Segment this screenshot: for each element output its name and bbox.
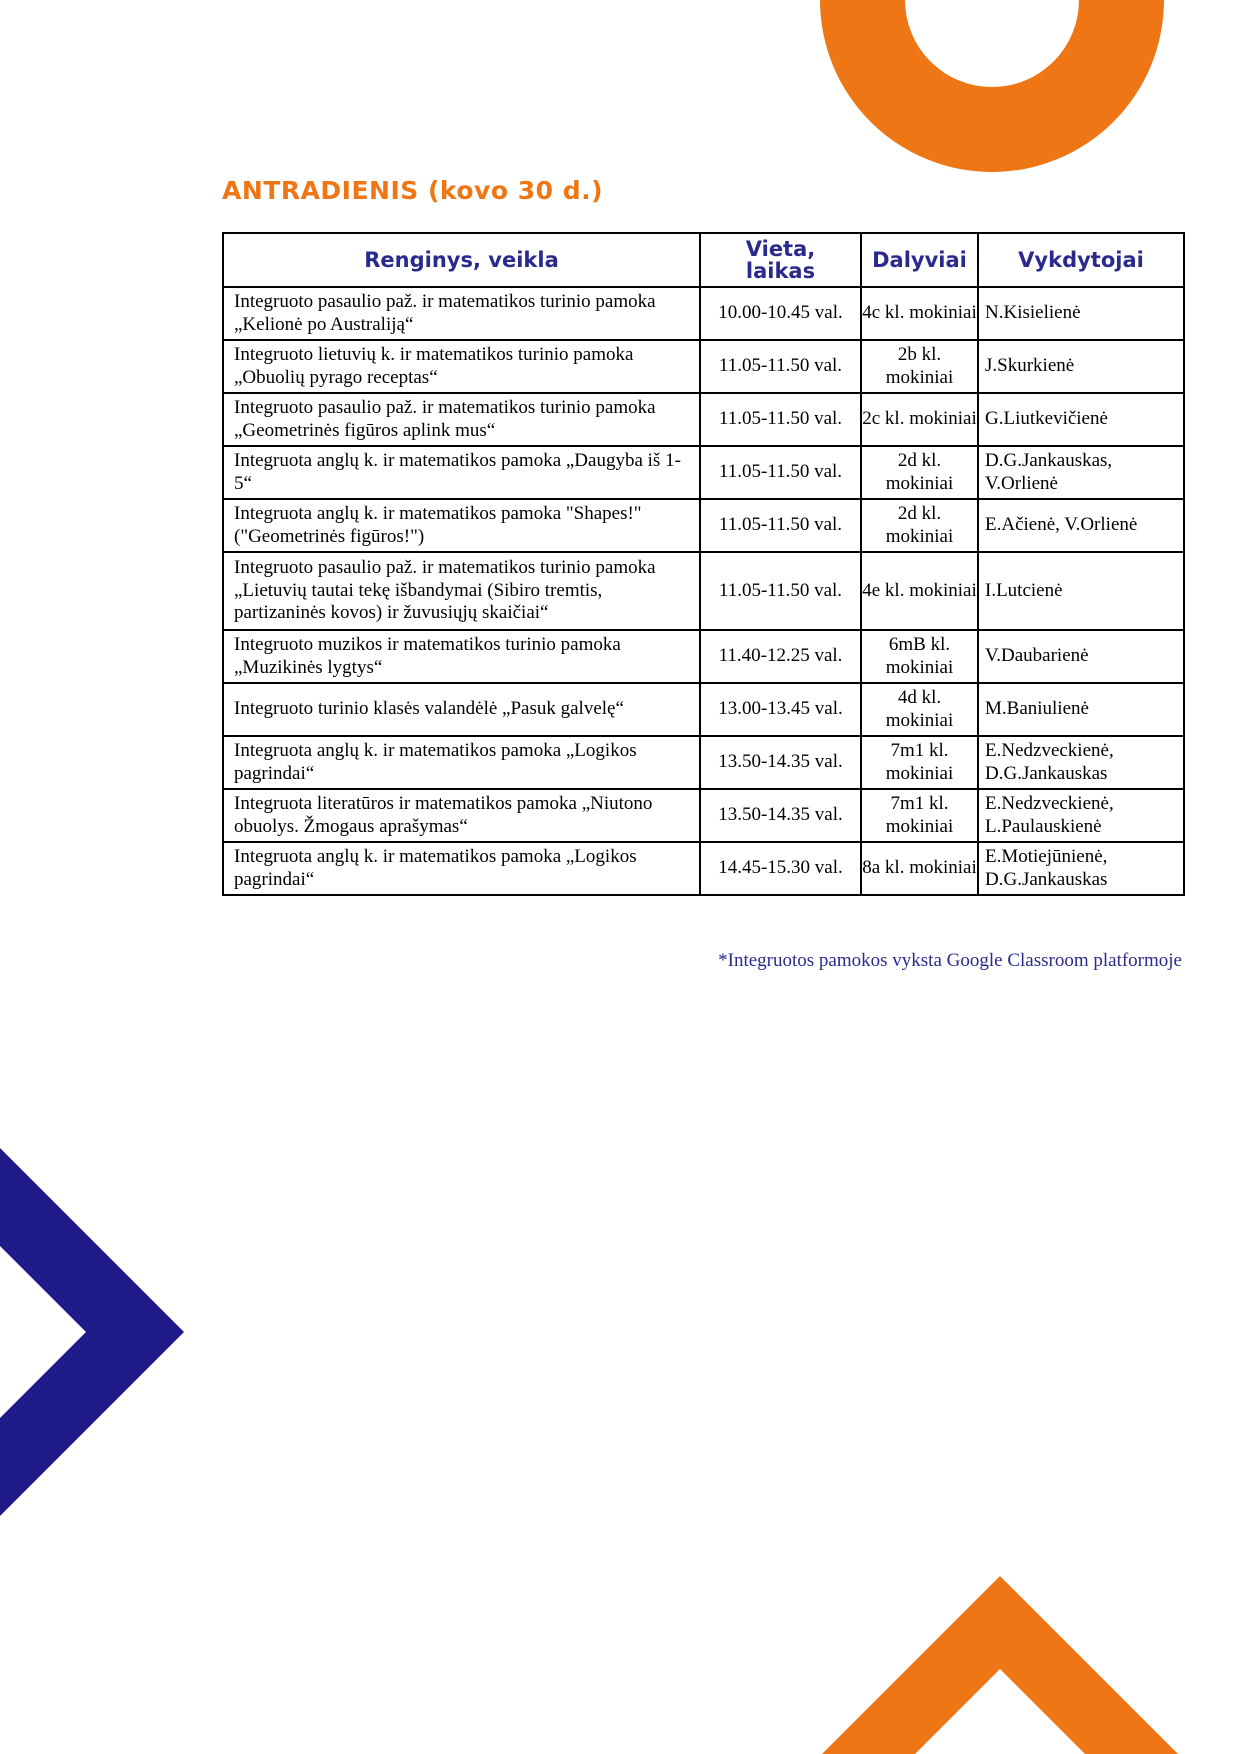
participants-cell: 7m1 kl. mokiniai: [861, 736, 978, 789]
time-cell: 13.50-14.35 val.: [700, 789, 861, 842]
time-cell: 11.05-11.50 val.: [700, 552, 861, 630]
header-leaders: Vykdytojai: [978, 233, 1184, 287]
table-row: [223, 842, 1184, 895]
leaders-cell: G.Liutkevičienė: [978, 393, 1184, 446]
event-cell: Integruota literatūros ir matematikos pamoka „Niutono obuolys. Žmogaus aprašymas“: [223, 789, 700, 842]
leaders-cell: J.Skurkienė: [978, 340, 1184, 393]
orange-ring-shape: [820, 0, 1164, 172]
time-cell: 11.05-11.50 val.: [700, 499, 861, 552]
time-cell: 13.00-13.45 val.: [700, 683, 861, 736]
leaders-cell: M.Baniulienė: [978, 683, 1184, 736]
event-cell: Integruoto muzikos ir matematikos turinio pamoka „Muzikinės lygtys“: [223, 630, 700, 683]
event-cell: Integruota anglų k. ir matematikos pamoka „Logikos pagrindai“: [223, 736, 700, 789]
table-row: [223, 630, 1184, 683]
time-cell: 13.50-14.35 val.: [700, 736, 861, 789]
table-row: [223, 393, 1184, 446]
participants-cell: 6mB kl. mokiniai: [861, 630, 978, 683]
footnote: *Integruotos pamokos vyksta Google Classroom platformoje: [718, 950, 1182, 971]
participants-cell: 2c kl. mokiniai: [861, 393, 978, 446]
table-row: [223, 683, 1184, 736]
participants-cell: 2b kl. mokiniai: [861, 340, 978, 393]
table-row: [223, 789, 1184, 842]
leaders-cell: E.Ačienė, V.Orlienė: [978, 499, 1184, 552]
table-header-row: [223, 233, 1184, 287]
event-cell: Integruota anglų k. ir matematikos pamoka "Shapes!" ("Geometrinės figūros!"): [223, 499, 700, 552]
event-cell: Integruota anglų k. ir matematikos pamoka „Logikos pagrindai“: [223, 842, 700, 895]
leaders-cell: N.Kisielienė: [978, 287, 1184, 340]
header-event: Renginys, veikla: [223, 233, 700, 287]
leaders-cell: E.Motiejūnienė, D.G.Jankauskas: [978, 842, 1184, 895]
event-cell: Integruoto pasaulio paž. ir matematikos turinio pamoka „Lietuvių tautai tekę išbandymai (Sibiro tremtis, partizaninės kovos) ir žuvusiųjų skaičiai“: [223, 552, 700, 630]
header-participants: Dalyviai: [861, 233, 978, 287]
event-cell: Integruoto pasaulio paž. ir matematikos turinio pamoka „Kelionė po Australiją“: [223, 287, 700, 340]
table-row: [223, 552, 1184, 630]
navy-chevron-shape: [0, 1148, 184, 1516]
leaders-cell: E.Nedzveckienė, D.G.Jankauskas: [978, 736, 1184, 789]
time-cell: 14.45-15.30 val.: [700, 842, 861, 895]
time-cell: 11.05-11.50 val.: [700, 340, 861, 393]
participants-cell: 2d kl. mokiniai: [861, 499, 978, 552]
leaders-cell: D.G.Jankauskas, V.Orlienė: [978, 446, 1184, 499]
participants-cell: 4e kl. mokiniai: [861, 552, 978, 630]
participants-cell: 2d kl. mokiniai: [861, 446, 978, 499]
participants-cell: 4c kl. mokiniai: [861, 287, 978, 340]
leaders-cell: V.Daubarienė: [978, 630, 1184, 683]
time-cell: 11.05-11.50 val.: [700, 446, 861, 499]
participants-cell: 8a kl. mokiniai: [861, 842, 978, 895]
table-row: [223, 736, 1184, 789]
event-cell: Integruota anglų k. ir matematikos pamoka „Daugyba iš 1-5“: [223, 446, 700, 499]
event-cell: Integruoto lietuvių k. ir matematikos turinio pamoka „Obuolių pyrago receptas“: [223, 340, 700, 393]
time-cell: 10.00-10.45 val.: [700, 287, 861, 340]
table-row: [223, 499, 1184, 552]
participants-cell: 7m1 kl. mokiniai: [861, 789, 978, 842]
leaders-cell: I.Lutcienė: [978, 552, 1184, 630]
page-title: ANTRADIENIS (kovo 30 d.): [222, 176, 604, 205]
event-cell: Integruoto pasaulio paž. ir matematikos turinio pamoka „Geometrinės figūros aplink mus“: [223, 393, 700, 446]
time-cell: 11.05-11.50 val.: [700, 393, 861, 446]
table-row: [223, 340, 1184, 393]
event-cell: Integruoto turinio klasės valandėlė „Pasuk galvelę“: [223, 683, 700, 736]
participants-cell: 4d kl. mokiniai: [861, 683, 978, 736]
time-cell: 11.40-12.25 val.: [700, 630, 861, 683]
header-time: Vieta, laikas: [700, 233, 861, 287]
leaders-cell: E.Nedzveckienė, L.Paulauskienė: [978, 789, 1184, 842]
table-row: [223, 287, 1184, 340]
orange-chevron-shape: [822, 1576, 1178, 1754]
table-row: [223, 446, 1184, 499]
schedule-table: [222, 232, 1185, 896]
